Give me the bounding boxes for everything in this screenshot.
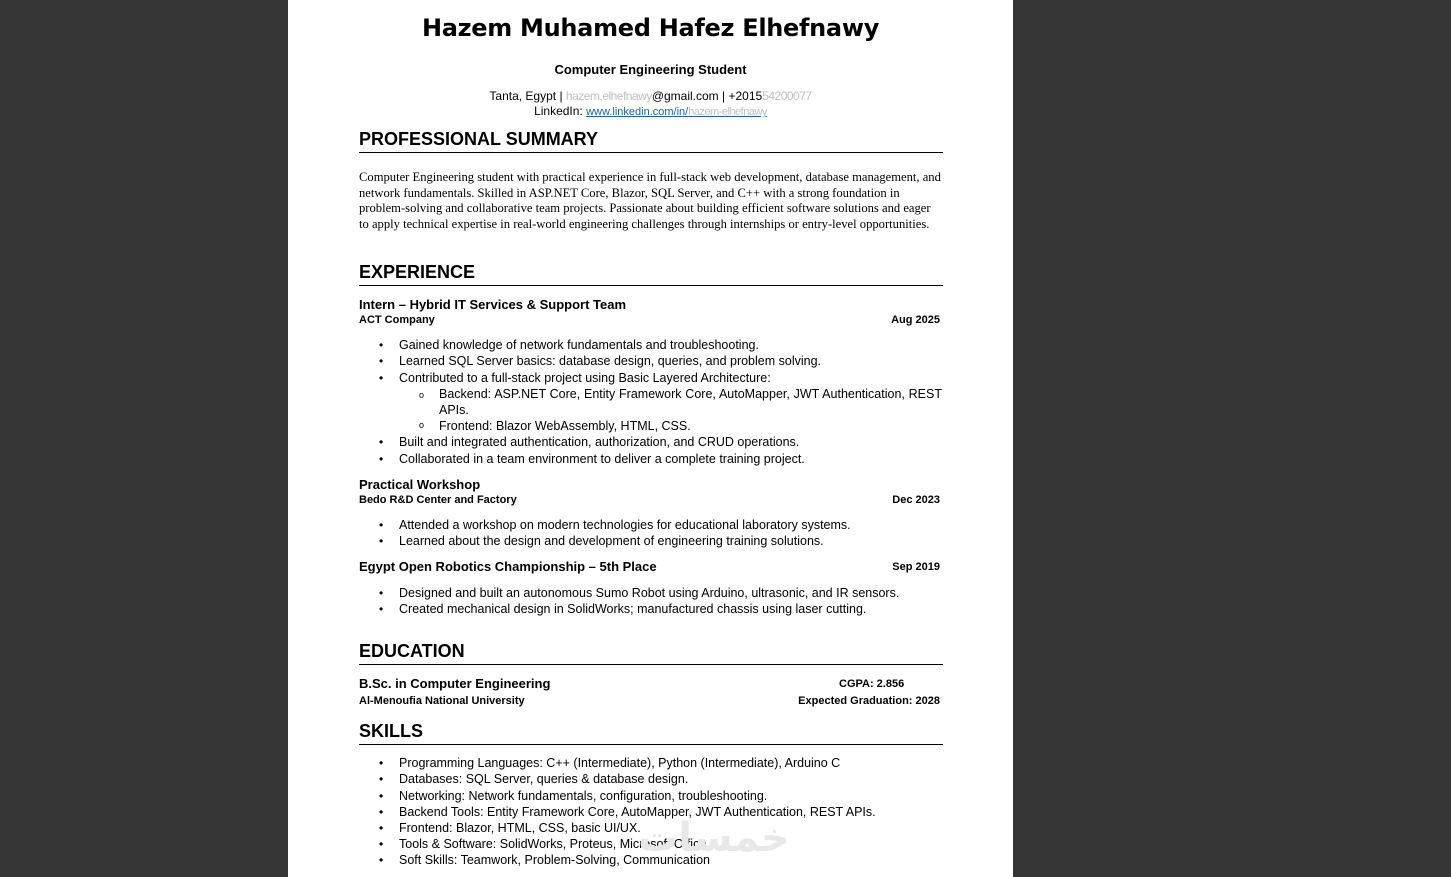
job3-title: Egypt Open Robotics Championship – 5th Place (359, 559, 657, 574)
skill-item: • Soft Skills: Teamwork, Problem-Solving, Communication (399, 853, 710, 867)
resume-name: Hazem Muhamed Hafez Elhefnawy (421, 14, 880, 42)
job2-bullet-2: • Learned about the design and development of engineering training solutions. (399, 534, 824, 548)
job2-date: Dec 2023 (892, 494, 940, 506)
education-cgpa: CGPA: 2.856 (839, 678, 905, 690)
job2-title: Practical Workshop (359, 477, 481, 492)
linkedin-label: LinkedIn: (534, 104, 583, 118)
watermark-logo: خمسات (638, 815, 790, 861)
job1-title: Intern – Hybrid IT Services & Support Team (359, 297, 627, 312)
experience-heading: EXPERIENCE (359, 262, 943, 286)
skill-item: • Networking: Network fundamentals, configuration, troubleshooting. (399, 789, 767, 803)
contact-phone-redacted: 54200077 (762, 89, 812, 103)
education-university: Al-Menoufia National University (359, 695, 525, 707)
summary-text: Computer Engineering student with practical experience in full-stack web development, database management, and network fundamentals. Skilled in ASP.NET Core, Blazor, SQL Server, and C++ with a strong foundation in problem-solving and collaborative team projects. Passionate about building efficient software solutions and eager to apply technical expertise in real-world engineering challenges through internships or entry-level opportunities. (359, 170, 941, 231)
skill-item: • Frontend: Blazor, HTML, CSS, basic UI/UX. (399, 821, 641, 835)
job1-bullet-2: • Learned SQL Server basics: database design, queries, and problem solving. (399, 354, 821, 368)
job3-date: Sep 2019 (892, 561, 940, 573)
skill-item: • Tools & Software: SolidWorks, Proteus, Microsoft Office (399, 837, 706, 851)
contact-email-domain: @gmail.com (651, 89, 719, 103)
education-degree: B.Sc. in Computer Engineering (359, 676, 551, 691)
contact-location: Tanta, Egypt (489, 89, 557, 103)
education-heading: EDUCATION (359, 641, 943, 665)
job1-date: Aug 2025 (891, 314, 940, 326)
job2-company: Bedo R&D Center and Factory (359, 494, 517, 506)
skill-item: • Databases: SQL Server, queries & database design. (399, 772, 688, 786)
job2-bullet-1: • Attended a workshop on modern technologies for educational laboratory systems. (399, 518, 851, 532)
job1-bullet-1: • Gained knowledge of network fundamentals and troubleshooting. (399, 338, 759, 352)
linkedin-link[interactable]: www.linkedin.com/in/hazem-elhefnawy (586, 106, 767, 118)
contact-line: Tanta, Egypt | hazem.elhefnawy@gmail.com | +201554200077 (489, 89, 812, 103)
job1-company: ACT Company (359, 314, 435, 326)
job3-bullet-1: • Designed and built an autonomous Sumo Robot using Arduino, ultrasonic, and IR sensors. (399, 586, 899, 600)
job1-bullet-4: • Built and integrated authentication, authorization, and CRUD operations. (399, 435, 799, 449)
contact-email-redacted: hazem.elhefnawy (565, 89, 652, 103)
job1-bullet-3: • Contributed to a full-stack project using Basic Layered Architecture: (399, 371, 771, 385)
resume-page (288, 0, 1013, 877)
job3-bullet-2: • Created mechanical design in SolidWorks; manufactured chassis using laser cutting. (399, 602, 866, 616)
skill-item: • Backend Tools: Entity Framework Core, AutoMapper, JWT Authentication, REST APIs. (399, 805, 876, 819)
job1-subbullet-1: o Backend: ASP.NET Core, Entity Framework Core, AutoMapper, JWT Authentication, REST APIs. (439, 386, 942, 418)
education-graduation: Expected Graduation: 2028 (798, 695, 940, 707)
contact-phone-prefix: +2015 (728, 89, 763, 103)
skills-heading: SKILLS (359, 721, 943, 745)
summary-heading: PROFESSIONAL SUMMARY (359, 129, 943, 153)
job1-subbullet-2: o Frontend: Blazor WebAssembly, HTML, CSS. (439, 419, 691, 433)
skill-item: • Programming Languages: C++ (Intermediate), Python (Intermediate), Arduino C (399, 756, 840, 770)
linkedin-line (288, 104, 1013, 118)
resume-subtitle: Computer Engineering Student (554, 62, 747, 77)
job1-bullet-5: • Collaborated in a team environment to deliver a complete training project. (399, 452, 805, 466)
